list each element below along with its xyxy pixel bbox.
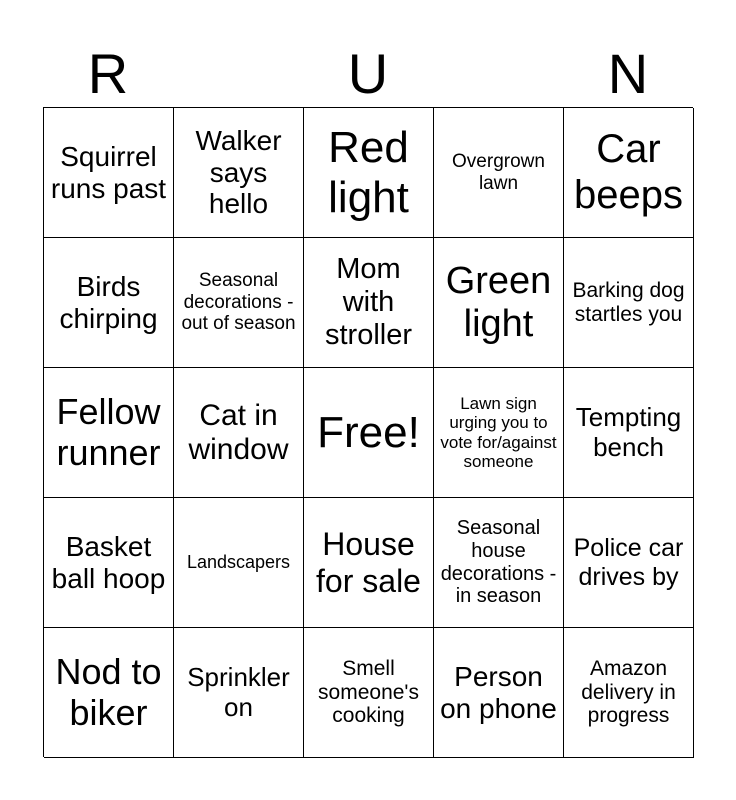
bingo-cell[interactable] bbox=[44, 368, 174, 498]
bingo-cell-text: Seasonal house decorations - in season bbox=[440, 517, 557, 608]
bingo-cell[interactable] bbox=[564, 368, 694, 498]
header-letter bbox=[173, 40, 303, 108]
bingo-cell[interactable] bbox=[44, 498, 174, 628]
free-space-cell[interactable] bbox=[304, 368, 434, 498]
bingo-cell-text: Overgrown lawn bbox=[452, 151, 545, 194]
bingo-cell-text: Cat in window bbox=[188, 398, 289, 466]
bingo-cell-text: Police car drives by bbox=[573, 534, 684, 591]
bingo-grid bbox=[43, 107, 693, 757]
bingo-cell[interactable] bbox=[434, 368, 564, 498]
bingo-cell-text: House for sale bbox=[316, 526, 421, 599]
bingo-cell-text: Car beeps bbox=[574, 127, 683, 217]
bingo-cell-text: Barking dog startles you bbox=[572, 278, 685, 326]
bingo-cell[interactable] bbox=[44, 628, 174, 758]
bingo-cell[interactable] bbox=[564, 238, 694, 368]
bingo-cell[interactable] bbox=[434, 628, 564, 758]
bingo-cell[interactable] bbox=[174, 238, 304, 368]
bingo-cell[interactable] bbox=[434, 238, 564, 368]
bingo-cell[interactable] bbox=[304, 628, 434, 758]
bingo-header bbox=[43, 40, 693, 108]
bingo-cell-text: Red light bbox=[328, 122, 409, 222]
bingo-cell-text: Person on phone bbox=[440, 660, 557, 724]
bingo-cell[interactable] bbox=[564, 498, 694, 628]
bingo-cell[interactable] bbox=[304, 498, 434, 628]
bingo-cell[interactable] bbox=[304, 108, 434, 238]
header-letter: U bbox=[347, 42, 389, 105]
bingo-cell[interactable] bbox=[174, 108, 304, 238]
bingo-cell[interactable] bbox=[44, 108, 174, 238]
bingo-cell[interactable] bbox=[564, 628, 694, 758]
bingo-cell-text: Mom with stroller bbox=[324, 253, 412, 351]
header-letter bbox=[433, 40, 563, 108]
bingo-cell-text: Fellow runner bbox=[56, 390, 161, 473]
bingo-cell-text: Landscapers bbox=[186, 552, 291, 573]
bingo-cell-text: Lawn sign urging you to vote for/against someone bbox=[440, 394, 557, 471]
bingo-cell-text: Birds chirping bbox=[59, 270, 158, 334]
bingo-cell[interactable] bbox=[434, 108, 564, 238]
bingo-cell-text: Sprinkler on bbox=[187, 662, 290, 722]
bingo-cell-text: Amazon delivery in progress bbox=[581, 656, 676, 728]
bingo-cell-text: Seasonal decorations - out of season bbox=[181, 270, 296, 335]
bingo-cell[interactable] bbox=[174, 498, 304, 628]
bingo-cell-text: Smell someone's cooking bbox=[318, 656, 419, 728]
header-letter: R bbox=[87, 42, 129, 105]
bingo-cell[interactable] bbox=[174, 368, 304, 498]
bingo-cell-text: Basket ball hoop bbox=[51, 530, 166, 594]
bingo-cell-text: Walker says hello bbox=[195, 125, 282, 220]
bingo-cell-text: Nod to biker bbox=[55, 650, 162, 733]
header-letter: N bbox=[607, 42, 649, 105]
bingo-cell-text: Squirrel runs past bbox=[50, 140, 167, 204]
bingo-cell[interactable] bbox=[434, 498, 564, 628]
bingo-cell[interactable] bbox=[564, 108, 694, 238]
bingo-cell[interactable] bbox=[304, 238, 434, 368]
bingo-cell[interactable] bbox=[44, 238, 174, 368]
bingo-cell[interactable] bbox=[174, 628, 304, 758]
bingo-cell-text: Free! bbox=[317, 407, 420, 457]
bingo-cell-text: Green light bbox=[445, 259, 552, 345]
bingo-cell-text: Tempting bench bbox=[575, 402, 682, 462]
